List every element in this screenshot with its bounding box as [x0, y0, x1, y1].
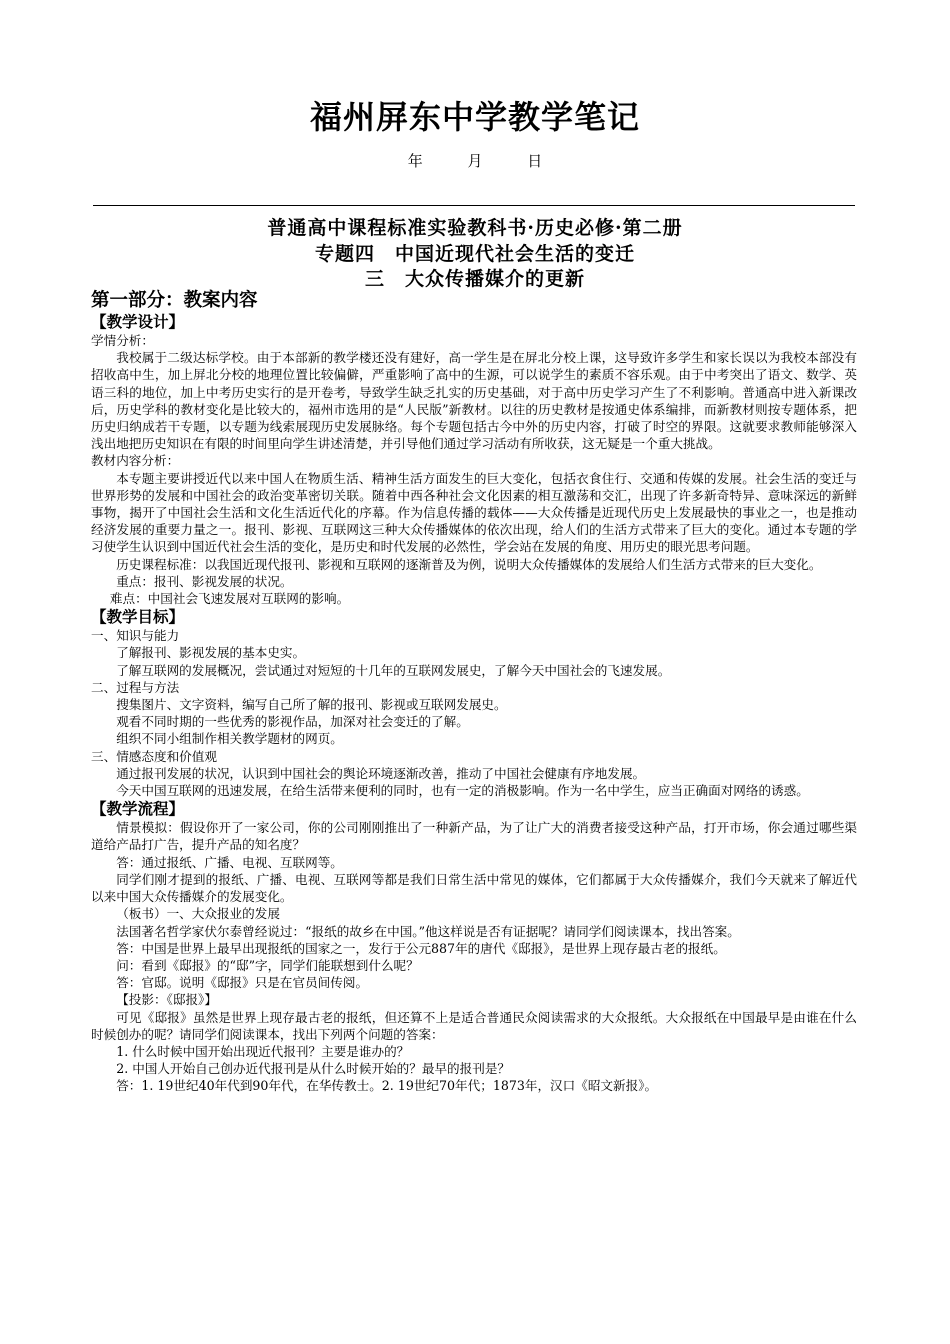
goal-3-item: 今天中国互联网的迅速发展，在给生活带来便利的同时，也有一定的消极影响。作为一名中学生，应当正确面对网络的诱惑。 [116, 783, 809, 799]
flow-paragraph: 答：中国是世界上最早出现报纸的国家之一，发行于公元887年的唐代《邸报》，是世界上现存最古老的报纸。 [116, 940, 726, 956]
topic-title: 专题四 中国近现代社会生活的变迁 [314, 243, 635, 265]
flow-projection-note: 【投影：《邸报》】 [116, 992, 217, 1008]
key-point: 重点：报刊、影视发展的状况。 [116, 573, 293, 589]
flow-paragraph: 问：看到《邸报》的“邸”字，同学们能联想到什么呢？ [116, 957, 419, 973]
goals-heading: 【教学目标】 [91, 608, 185, 627]
header-divider [93, 205, 855, 206]
goal-2-item: 组织不同小组制作相关教学题材的网页。 [116, 731, 343, 747]
goal-1-item: 了解报刊、影视发展的基本史实。 [116, 645, 306, 661]
goal-1-title: 一、知识与能力 [91, 628, 180, 644]
flow-paragraph: 答：通过报纸、广播、电视、互联网等。 [116, 854, 343, 870]
student-analysis-text: 我校属于二级达标学校。由于本部新的教学楼还没有建好，高一学生是在屏北分校上课，这导致许多学生和家长误以为我校本部没有招收高中生，加上屏北分校的地理位置比较偏僻，严重影响了高中的生源，可以说学生的素质不容乐观。由于中考突出了语文、数学、英语三科的地位，加上中考历史实行的是开卷考，导致学生缺乏扎实的历史基础，对于高中历史学习产生了不利影响。普通高中进入新课改后，历史学科的教材变化是比较大的，福州市选用的是“人民版”新教材。以往的历史教材是按通史体系编排，而新教材则按专题体系，把历史归纳成若干专题，以专题为线索展现历史发展脉络。每个专题包括古今中外的历史内容，打破了时空的界限。这就要求教师能够深入浅出地把历史知识在有限的时间里向学生讲述清楚，并引导他们通过学习活动有所收获，这无疑是一个重大挑战。 [91, 350, 857, 452]
part-title: 第一部分：教案内容 [91, 290, 258, 311]
flow-paragraph: 情景模拟：假设你开了一家公司，你的公司刚刚推出了一种新产品，为了让广大的消费者接受这种产品，打开市场，你会通过哪些渠道给产品打广告，提升产品的知名度？ [91, 820, 857, 853]
flow-answer: 答：1. 19世纪40年代到90年代，在华传教士。2. 19世纪70年代；1873年，汉口《昭文新报》。 [116, 1078, 658, 1094]
material-analysis-text: 本专题主要讲授近代以来中国人在物质生活、精神生活方面发生的巨大变化，包括衣食住行、交通和传媒的发展。社会生活的变迁与世界形势的发展和中国社会的政治变革密切关联。随着中西各种社会文化因素的相互激荡和交汇，出现了许多新奇特异、意味深远的新鲜事物，揭开了中国社会生活和文化生活近代化的序幕。作为信息传播的载体——大众传播是近现代历史上发展最快的事业之一，也是推动经济发展的重要力量之一。报刊、影视、互联网这三种大众传播媒体的依次出现，给人们的生活方式带来了巨大的变化。通过本专题的学习使学生认识到中国近代社会生活的变化，是历史和时代发展的必然性，学会站在发展的角度、用历史的眼光思考问题。 [91, 470, 857, 555]
material-analysis-label: 教材内容分析： [91, 453, 180, 469]
goal-3-title: 三、情感态度和价值观 [91, 748, 217, 764]
flow-paragraph: 同学们刚才提到的报纸、广播、电视、互联网等都是我们日常生活中常见的媒体，它们都属于大众传播媒介，我们今天就来了解近代以来中国大众传播媒介的发展变化。 [91, 871, 857, 905]
date-month: 月 [467, 152, 483, 170]
student-analysis-label: 学情分析： [91, 333, 154, 348]
date-day: 日 [527, 152, 543, 170]
textbook-title: 普通高中课程标准实验教科书·历史必修·第二册 [267, 217, 683, 239]
goal-3-item: 通过报刊发展的状况，认识到中国社会的舆论环境逐渐改善，推动了中国社会健康有序地发展。 [116, 765, 646, 781]
goal-2-item: 搜集图片、文字资料，编写自己所了解的报刊、影视或互联网发展史。 [116, 697, 507, 713]
flow-paragraph: 可见《邸报》虽然是世界上现存最古老的报纸，但还算不上是适合普通民众阅读需求的大众报纸。大众报纸在中国最早是由谁在什么时候创办的呢？请同学们阅读课本，找出下列两个问题的答案： [91, 1009, 857, 1042]
design-heading: 【教学设计】 [91, 313, 185, 331]
date-year: 年 [407, 152, 423, 170]
curriculum-standard: 历史课程标准：以我国近现代报刊、影视和互联网的逐渐普及为例，说明大众传播媒体的发展给人们生活方式带来的巨大变化。 [116, 556, 822, 572]
goal-2-item: 观看不同时期的一些优秀的影视作品，加深对社会变迁的了解。 [116, 714, 469, 730]
flow-paragraph: 法国著名哲学家伏尔泰曾经说过：“报纸的故乡在中国。”他这样说是否有证据呢？请同学们阅读课本，找出答案。 [116, 923, 740, 939]
flow-question: 1. 什么时候中国开始出现近代报刊？主要是谁办的？ [116, 1043, 410, 1059]
flow-heading: 【教学流程】 [91, 800, 185, 819]
difficulty-point: 难点：中国社会飞速发展对互联网的影响。 [109, 591, 350, 607]
goal-1-item: 了解互联网的发展概况，尝试通过对短短的十几年的互联网发展史，了解今天中国社会的飞速发展。 [116, 662, 671, 678]
page-title: 福州屏东中学教学笔记 [309, 98, 640, 136]
document-body [91, 290, 857, 1095]
date-line [0, 150, 950, 171]
lesson-title: 三 大众传播媒介的更新 [364, 268, 585, 290]
goal-2-title: 二、过程与方法 [91, 679, 180, 695]
flow-board-note: （板书）一、大众报业的发展 [116, 906, 280, 922]
flow-question: 2. 中国人开始自己创办近代报刊是从什么时候开始的？最早的报刊是？ [116, 1061, 511, 1077]
flow-paragraph: 答：官邸。说明《邸报》只是在官员间传阅。 [116, 975, 369, 991]
